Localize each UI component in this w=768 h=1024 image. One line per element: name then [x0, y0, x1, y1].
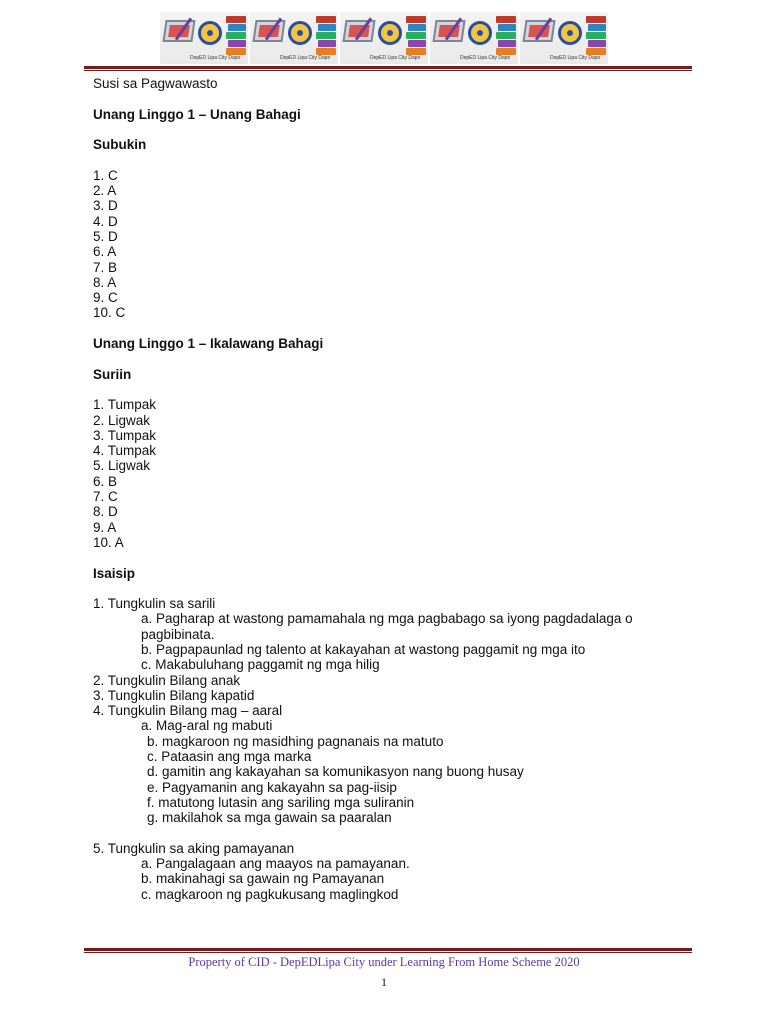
list-subitem: f. matutong lutasin ang sariling mga suliranin — [147, 794, 415, 810]
subheading-suriin: Suriin — [93, 366, 132, 382]
list-subitem: a. Pangalagaan ang maayos na pamayanan. — [141, 856, 410, 872]
list-item: 9. C — [93, 290, 118, 306]
footer-divider — [84, 948, 692, 953]
list-item: 1. Tungkulin sa sarili — [93, 596, 216, 612]
deped-seal-icon — [558, 21, 582, 45]
list-item: 7. B — [93, 259, 118, 275]
list-item: 1. C — [93, 167, 118, 183]
list-subitem: b. magkaroon ng masidhing pagnanais na matuto — [147, 733, 444, 749]
books-icon — [586, 16, 606, 56]
deped-seal-icon — [378, 21, 402, 45]
list-subitem: g. makilahok sa mga gawain sa paaralan — [147, 810, 392, 826]
tile-caption: DepED Lipa City Dapo — [370, 55, 421, 61]
list-item: 2. A — [93, 183, 117, 199]
list-item: 3. Tungkulin Bilang kapatid — [93, 687, 255, 703]
list-item: 2. Ligwak — [93, 412, 151, 428]
list-item: 9. A — [93, 519, 117, 535]
deped-seal-icon — [288, 21, 312, 45]
banner-tile — [250, 12, 338, 64]
banner-tile — [430, 12, 518, 64]
banner-tile — [160, 12, 248, 64]
banner-tile — [520, 12, 608, 64]
list-item: 4. Tumpak — [93, 443, 157, 459]
sublist-tungkulin-sarili — [93, 611, 693, 672]
list-item: 5. Tungkulin sa aking pamayanan — [93, 840, 295, 856]
subheading-subukin: Subukin — [93, 137, 147, 153]
sublist-tungkulin-mag-aaral — [93, 734, 693, 826]
list-subitem: a. Pagharap at wastong pamamahala ng mga pagbabago sa iyong pagdadalaga o — [141, 611, 633, 627]
list-item: 4. D — [93, 213, 118, 229]
list-item: 3. Tumpak — [93, 427, 157, 443]
answer-key-document — [93, 76, 693, 902]
list-item: 7. C — [93, 489, 118, 505]
header-divider — [84, 66, 692, 71]
books-icon — [316, 16, 336, 56]
list-item: 3. D — [93, 198, 118, 214]
books-icon — [406, 16, 426, 56]
tile-caption: DepED Lipa City Dapo — [190, 55, 241, 61]
list-item: 1. Tumpak — [93, 397, 157, 413]
list-item: 8. A — [93, 274, 117, 290]
document-title: Susi sa Pagwawasto — [93, 76, 218, 91]
list-subitem: b. Pagpapaunlad ng talento at kakayahan at wastong paggamit ng mga ito — [141, 641, 586, 657]
page-number: 1 — [381, 975, 387, 989]
list-subitem: a. Mag-aral ng mabuti — [141, 718, 273, 734]
list-item: 8. D — [93, 504, 118, 520]
list-item: 4. Tungkulin Bilang mag – aaral — [93, 703, 283, 719]
sublist-tungkulin-pamayanan — [93, 856, 693, 902]
section-heading-2: Unang Linggo 1 – Ikalawang Bahagi — [93, 336, 324, 352]
tile-caption: DepED Lipa City Dapo — [460, 55, 511, 61]
answer-list-subukin — [93, 168, 693, 321]
list-item: 6. A — [93, 244, 117, 260]
list-subitem: pagbibinata. — [141, 626, 215, 642]
books-icon — [226, 16, 246, 56]
list-item: 5. D — [93, 228, 118, 244]
footer-text: Property of CID - DepEDLipa City under Learning From Home Scheme 2020 — [188, 955, 580, 969]
list-subitem: e. Pagyamanin ang kakayahn sa pag-iisip — [147, 779, 397, 795]
header-banner — [160, 12, 608, 64]
tile-caption: DepED Lipa City Dapo — [280, 55, 331, 61]
list-item: 5. Ligwak — [93, 458, 151, 474]
answer-list-suriin — [93, 397, 693, 550]
list-subitem: d. gamitin ang kakayahan sa komunikasyon nang buong husay — [147, 764, 524, 780]
list-subitem: c. Pataasin ang mga marka — [147, 749, 312, 765]
books-icon — [496, 16, 516, 56]
list-subitem: b. makinahagi sa gawain ng Pamayanan — [141, 871, 385, 887]
section-heading-1: Unang Linggo 1 – Unang Bahagi — [93, 106, 301, 122]
deped-seal-icon — [198, 21, 222, 45]
list-item: 10. A — [93, 534, 124, 550]
list-subitem: c. Makabuluhang paggamit ng mga hilig — [141, 657, 380, 673]
list-item: 2. Tungkulin Bilang anak — [93, 672, 241, 688]
list-subitem: c. magkaroon ng pagkukusang maglingkod — [141, 886, 399, 902]
tile-caption: DepED Lipa City Dapo — [550, 55, 601, 61]
banner-tile — [340, 12, 428, 64]
deped-seal-icon — [468, 21, 492, 45]
list-item: 10. C — [93, 305, 126, 321]
list-item: 6. B — [93, 473, 118, 489]
subheading-isaisip: Isaisip — [93, 565, 136, 581]
